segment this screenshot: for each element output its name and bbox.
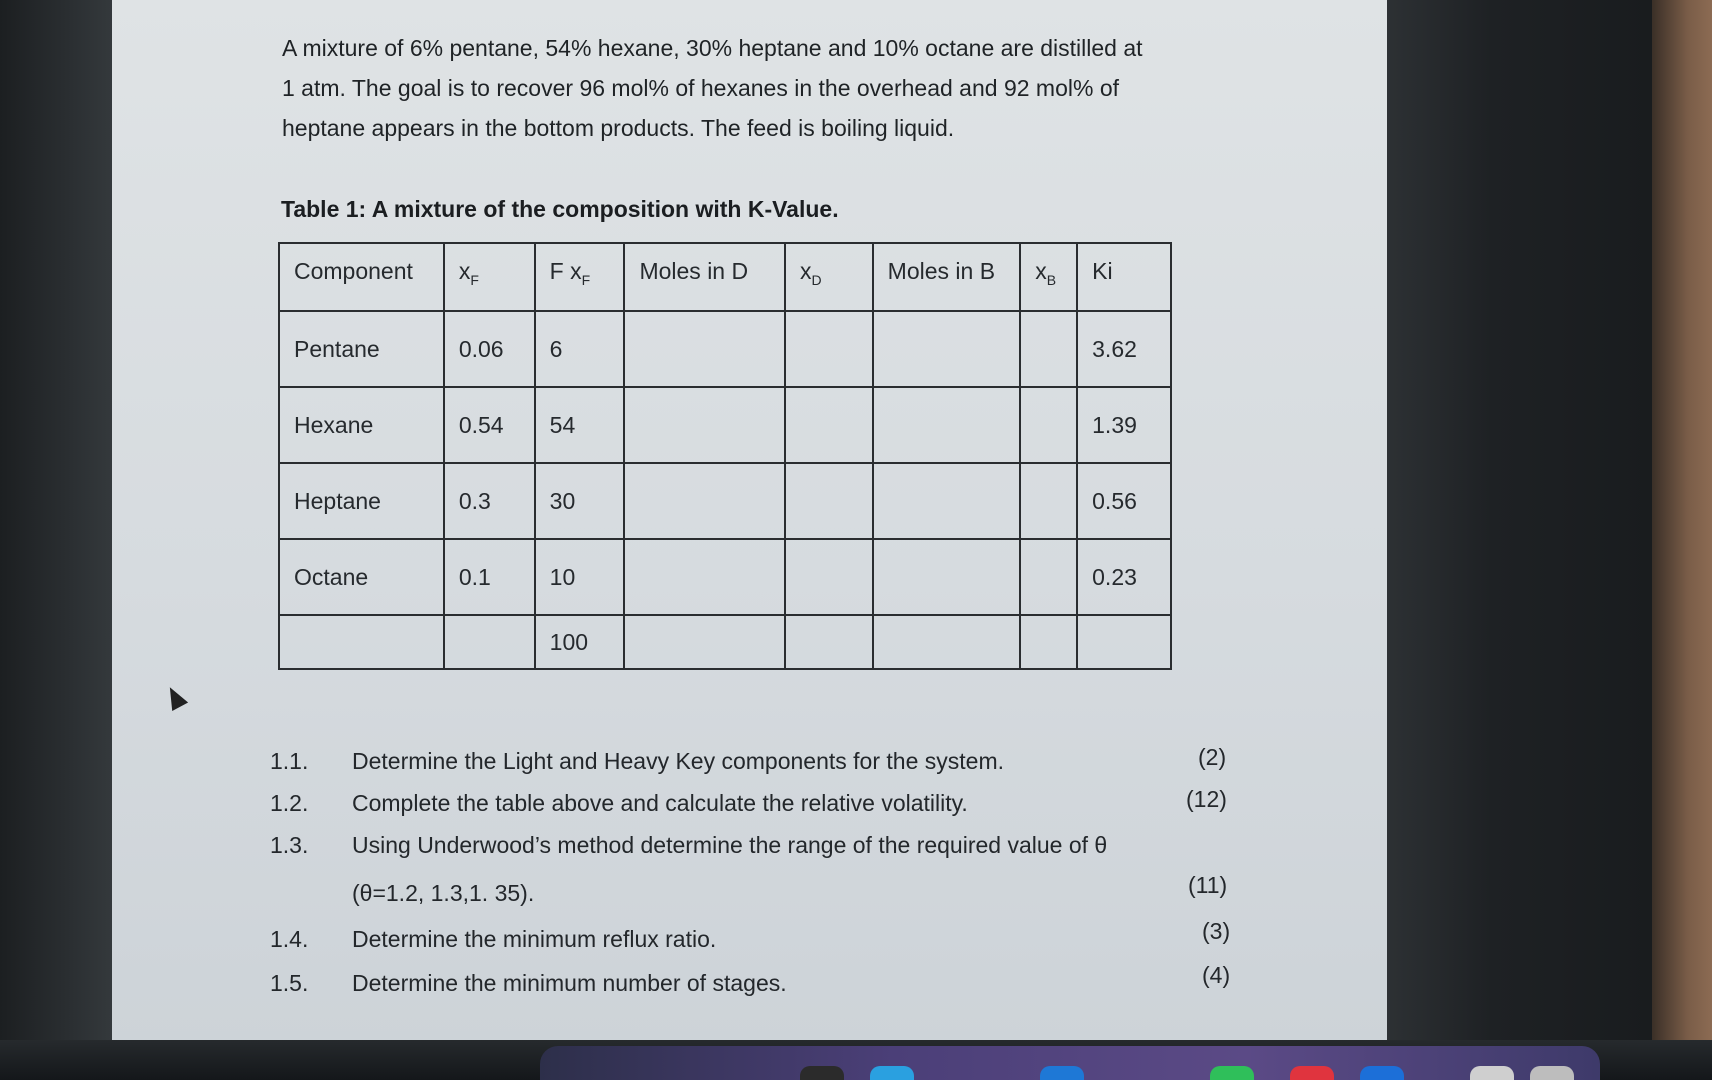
app-icon[interactable] — [1040, 1066, 1084, 1080]
question-number: 1.1. — [270, 748, 309, 774]
question-marks: (4) — [1202, 962, 1231, 988]
cell-ki: 1.39 — [1077, 387, 1171, 463]
problem-statement — [282, 28, 1222, 148]
table-row — [279, 463, 1171, 539]
question-number: 1.4. — [270, 926, 309, 952]
cell-fxf: 54 — [535, 387, 625, 463]
cell-moles-b — [873, 387, 1021, 463]
table-header-row — [279, 243, 1171, 311]
header-component: Component — [279, 243, 444, 311]
app-icon[interactable] — [1290, 1066, 1334, 1080]
question-number: 1.2. — [270, 790, 309, 816]
cell-fxf-total: 100 — [535, 615, 625, 669]
question-text: Determine the minimum reflux ratio. — [352, 926, 717, 952]
cell-ki — [1077, 615, 1171, 669]
cell-moles-b — [873, 539, 1021, 615]
header-xb — [1020, 243, 1077, 311]
cell-xf: 0.3 — [444, 463, 535, 539]
cell-xb — [1020, 387, 1077, 463]
cell-component: Octane — [279, 539, 444, 615]
cell-moles-d — [624, 311, 785, 387]
folder-icon[interactable] — [1470, 1066, 1514, 1080]
problem-line-3: heptane appears in the bottom products. The feed is boiling liquid. — [282, 115, 955, 141]
header-xf-label: x — [458, 258, 471, 284]
composition-table — [278, 242, 1172, 670]
cell-moles-d — [624, 539, 785, 615]
cell-xb — [1020, 615, 1077, 669]
cell-xd — [785, 463, 873, 539]
cell-fxf: 6 — [535, 311, 625, 387]
cell-xf: 0.1 — [444, 539, 535, 615]
cell-component — [279, 615, 444, 669]
cell-moles-b — [873, 311, 1021, 387]
question-number: 1.5. — [270, 970, 309, 996]
header-moles-d: Moles in D — [624, 243, 785, 311]
cell-xb — [1020, 539, 1077, 615]
header-xf — [444, 243, 535, 311]
cell-xd — [785, 311, 873, 387]
question-marks: (11) — [1188, 872, 1228, 898]
table-row — [279, 539, 1171, 615]
header-moles-b: Moles in B — [873, 243, 1021, 311]
table-row — [279, 387, 1171, 463]
table-total-row — [279, 615, 1171, 669]
cell-xf: 0.06 — [444, 311, 535, 387]
question-text-continued: (θ=1.2, 1.3,1. 35). — [352, 880, 535, 906]
cell-ki: 0.23 — [1077, 539, 1171, 615]
app-icon[interactable] — [800, 1066, 844, 1080]
header-fxf-subscript: F — [581, 272, 591, 288]
table-caption: Table 1: A mixture of the composition with K-Value. — [281, 196, 839, 222]
table-row — [279, 311, 1171, 387]
header-xd-subscript: D — [811, 272, 822, 288]
cell-xb — [1020, 463, 1077, 539]
question-marks: (2) — [1198, 744, 1227, 770]
app-icon[interactable] — [1210, 1066, 1254, 1080]
problem-line-1: A mixture of 6% pentane, 54% hexane, 30% heptane and 10% octane are distilled at — [282, 35, 1143, 61]
cell-moles-b — [873, 463, 1021, 539]
question-marks: (3) — [1202, 918, 1231, 944]
header-ki: Ki — [1077, 243, 1171, 311]
question-text: Determine the minimum number of stages. — [352, 970, 787, 996]
cell-xf: 0.54 — [444, 387, 535, 463]
header-xd — [785, 243, 873, 311]
cell-xb — [1020, 311, 1077, 387]
cell-moles-d — [624, 615, 785, 669]
cell-ki: 0.56 — [1077, 463, 1171, 539]
cell-component: Pentane — [279, 311, 444, 387]
question-number: 1.3. — [270, 832, 309, 858]
cell-moles-d — [624, 463, 785, 539]
trash-icon[interactable] — [1530, 1066, 1574, 1080]
cell-fxf: 10 — [535, 539, 625, 615]
header-fxf — [535, 243, 625, 311]
cell-component: Heptane — [279, 463, 444, 539]
cell-xd — [785, 539, 873, 615]
question-text: Determine the Light and Heavy Key components for the system. — [352, 748, 1004, 774]
cell-ki: 3.62 — [1077, 311, 1171, 387]
app-icon[interactable] — [1360, 1066, 1404, 1080]
cell-xf — [444, 615, 535, 669]
cell-component: Hexane — [279, 387, 444, 463]
header-xb-label: x — [1035, 258, 1047, 284]
cell-fxf: 30 — [535, 463, 625, 539]
cell-moles-b — [873, 615, 1021, 669]
app-icon[interactable] — [870, 1066, 914, 1080]
problem-line-2: 1 atm. The goal is to recover 96 mol% of hexanes in the overhead and 92 mol% of — [282, 75, 1120, 101]
header-xf-subscript: F — [470, 272, 479, 288]
cell-xd — [785, 387, 873, 463]
monitor-bezel-left — [0, 0, 112, 1080]
cell-xd — [785, 615, 873, 669]
header-xb-subscript: B — [1046, 272, 1057, 288]
question-text: Complete the table above and calculate the relative volatility. — [352, 790, 968, 816]
question-text: Using Underwood’s method determine the range of the required value of θ — [352, 832, 1108, 858]
background-desk — [1652, 0, 1712, 1080]
cell-moles-d — [624, 387, 785, 463]
question-marks: (12) — [1186, 786, 1227, 812]
header-fxf-label: F x — [549, 258, 582, 284]
header-xd-label: x — [799, 258, 812, 284]
